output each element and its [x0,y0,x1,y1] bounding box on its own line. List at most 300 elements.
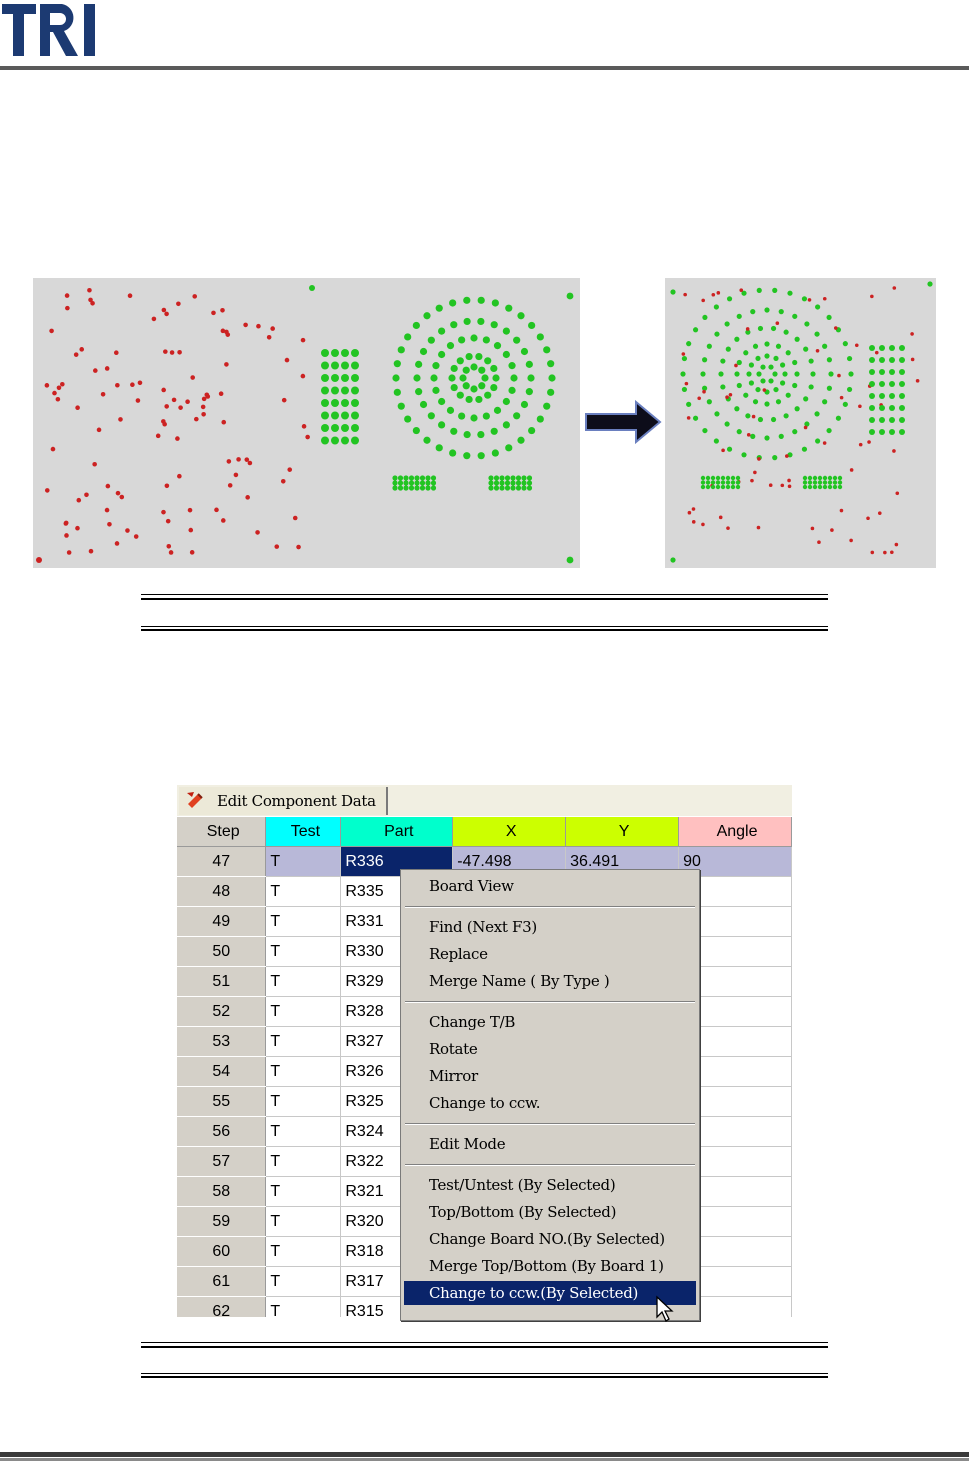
component-pad-green [341,424,349,432]
component-pad-red [101,392,106,397]
component-pad-green [792,383,797,388]
component-pad-green [449,449,456,456]
component-pad-green [737,429,742,434]
component-pad-green [547,360,554,367]
component-pad-green [827,357,832,362]
component-pad-red [837,374,841,378]
cell-part[interactable]: R329 [341,967,453,997]
component-pad-green [423,437,430,444]
component-pad-red [701,523,705,527]
component-pad-red [192,294,197,299]
tab-edit-component-data[interactable] [179,787,388,815]
cell-test[interactable]: T [266,1057,341,1087]
component-pad-red [747,433,751,437]
component-pad-red [859,443,863,447]
component-pad-green [813,480,817,484]
component-pad-red [875,351,879,355]
component-pad-red [255,530,260,535]
component-pad-green [537,415,544,422]
component-pad-green [726,480,730,484]
component-pad-green [543,346,550,353]
component-pad-green [780,380,785,385]
component-pad-green [843,402,848,407]
menu-item-rotate[interactable]: Rotate [429,1040,478,1058]
component-pad-red [752,415,756,419]
component-pad-green [409,480,414,485]
component-pad-green [341,374,349,382]
cell-step[interactable]: 49 [177,907,266,937]
context-menu [400,869,700,1321]
component-pad-green [425,485,430,490]
component-pad-green [436,305,443,312]
component-pad-green [724,321,729,326]
component-pad-green [734,406,739,411]
caption-rule-bottom-b [141,629,828,631]
component-pad-green [505,444,512,451]
component-pad-red [763,388,767,392]
component-pad-red [305,435,310,440]
component-pad-green [700,371,705,376]
component-pad-red [105,366,110,371]
cell-angle[interactable]: 90 [679,847,792,877]
component-pad-red [823,441,827,445]
cell-step[interactable]: 48 [177,877,266,907]
component-pad-red [788,484,792,488]
component-pad-green [808,485,812,489]
menu-item-change-t-b[interactable]: Change T/B [429,1013,516,1031]
component-pad-green [403,475,408,480]
component-pad-red [87,288,92,293]
component-pad-green [899,417,905,423]
cell-part[interactable]: R324 [341,1117,453,1147]
cell-x[interactable]: -47.498 [453,847,566,877]
component-pad-red [757,457,761,461]
component-pad-red [227,459,232,464]
component-pad-red [76,498,81,503]
cell-step[interactable]: 58 [177,1177,266,1207]
cell-test[interactable]: T [266,967,341,997]
menu-item-merge-top-bottom-by-board-1[interactable]: Merge Top/Bottom (By Board 1) [429,1257,664,1275]
component-pad-green [737,314,742,319]
component-pad-green [438,398,445,405]
component-pad-green [392,475,397,480]
component-pad-green [827,386,832,391]
cell-test[interactable]: T [266,1177,341,1207]
component-pad-green [815,304,820,309]
menu-item-top-bottom-by-selected[interactable]: Top/Bottom (By Selected) [429,1203,617,1221]
component-pad-green [899,381,905,387]
component-pad-green [792,314,797,319]
component-pad-red [74,352,79,357]
component-pad-green [398,485,403,490]
component-pad-green [756,371,761,376]
component-pad-red [867,440,871,444]
cell-test[interactable]: T [266,1117,341,1147]
cell-part[interactable]: R335 [341,877,453,907]
component-pad-green [833,485,837,489]
component-pad-green [772,371,777,376]
component-pad-green [449,299,456,306]
cell-test[interactable]: T [266,1147,341,1177]
cell-part[interactable]: R318 [341,1237,453,1267]
component-pad-green [899,357,905,363]
cell-part[interactable]: R320 [341,1207,453,1237]
component-pad-green [505,480,510,485]
cell-part[interactable]: R317 [341,1267,453,1297]
component-pad-green [420,348,427,355]
component-pad-green [833,476,837,480]
component-pad-green [809,384,814,389]
component-pad-green [828,480,832,484]
component-pad-green [521,475,526,480]
component-pad-red [895,492,899,496]
component-pad-red [45,488,50,493]
cell-step[interactable]: 50 [177,937,266,967]
component-pad-green [428,412,435,419]
component-pad-green [414,480,419,485]
component-pad-red [855,343,859,347]
cell-part[interactable]: R321 [341,1177,453,1207]
component-pad-red [93,368,98,373]
cell-step[interactable]: 62 [177,1297,266,1318]
component-pad-green [398,480,403,485]
component-pad-green [492,449,499,456]
component-pad-green [321,412,329,420]
component-pad-green [818,485,822,489]
component-pad-green [711,485,715,489]
column-header-y[interactable]: Y [566,817,679,847]
component-pad-green [341,399,349,407]
cell-part[interactable]: R315 [341,1297,453,1318]
component-pad-green [463,297,470,304]
component-pad-red [281,479,286,484]
header-rule [0,66,969,70]
component-pad-red [190,550,195,555]
component-pad-red [169,550,174,555]
component-pad-green [478,382,485,389]
component-pad-green [526,361,533,368]
cell-test[interactable]: T [266,847,341,877]
component-pad-green [734,337,739,342]
component-pad-green [341,349,349,357]
component-pad-green [784,330,789,335]
component-pad-green [513,337,520,344]
component-pad-green [521,485,526,490]
column-header-step[interactable]: Step [177,817,266,847]
component-pad-green [341,437,349,445]
component-pad-green [458,412,465,419]
component-pad-red [688,511,692,515]
cell-test[interactable]: T [266,997,341,1027]
cell-step[interactable]: 55 [177,1087,266,1117]
component-pad-green [779,309,784,314]
cell-test[interactable]: T [266,907,341,937]
component-pad-green [823,480,827,484]
component-pad-green [745,413,750,418]
component-pad-red [190,375,195,380]
component-pad-green [749,362,754,367]
component-pad-green [503,398,510,405]
component-pad-green [822,399,827,404]
component-pad-red [75,526,80,531]
component-pad-red [729,393,733,397]
component-pad-green [483,412,490,419]
component-pad-green [526,388,533,395]
component-pad-green [331,349,339,357]
component-pad-red [89,549,94,554]
menu-item-change-to-ccw[interactable]: Change to ccw. [429,1094,541,1112]
component-pad-green [670,557,675,562]
component-pad-green [351,437,359,445]
component-pad-green [814,411,819,416]
component-pad-green [741,452,746,457]
caption2-rule-top-b [141,1346,828,1348]
cell-step[interactable]: 60 [177,1237,266,1267]
cell-test[interactable]: T [266,1027,341,1057]
component-pad-red [840,509,844,513]
component-pad-red [49,329,54,334]
component-pad-green [508,387,515,394]
component-pad-green [734,371,739,376]
component-pad-green [758,326,763,331]
component-pad-green [711,480,715,484]
menu-item-board-view[interactable]: Board View [429,877,514,895]
component-pad-red [67,550,72,555]
cell-part[interactable]: R325 [341,1087,453,1117]
component-pad-green [869,357,875,363]
component-pad-green [784,413,789,418]
cell-part[interactable]: R327 [341,1027,453,1057]
component-pad-green [786,350,791,355]
component-pad-red [687,416,691,420]
component-pad-green [499,485,504,490]
component-pad-green [889,417,895,423]
cell-part[interactable]: R330 [341,937,453,967]
component-pad-red [834,326,838,330]
cell-step[interactable]: 56 [177,1117,266,1147]
component-pad-green [403,480,408,485]
component-pad-green [521,348,528,355]
cell-test[interactable]: T [266,1207,341,1237]
component-pad-red [270,326,275,331]
component-pad-green [716,485,720,489]
component-pad-red [830,528,834,532]
cell-y[interactable]: 36.491 [566,847,679,877]
menu-item-mirror[interactable]: Mirror [429,1067,478,1085]
component-pad-green [398,475,403,480]
component-pad-red [910,332,914,336]
column-header-part[interactable]: Part [341,817,453,847]
component-pad-red [267,335,272,340]
component-pad-green [721,485,725,489]
cell-part[interactable]: R326 [341,1057,453,1087]
component-pad-red [701,299,705,303]
column-header-test[interactable]: Test [266,817,341,847]
component-pad-green [755,387,760,392]
cell-test[interactable]: T [266,877,341,907]
menu-item-change-board-no-by-selected[interactable]: Change Board NO.(By Selected) [429,1230,665,1248]
cell-part[interactable]: R328 [341,997,453,1027]
component-pad-red [892,449,896,453]
component-pad-green [351,374,359,382]
component-pad-green [475,353,482,360]
component-pad-green [743,350,748,355]
caption2-rule-bottom-b [141,1376,828,1378]
component-pad-red [780,484,784,488]
component-pad-green [749,380,754,385]
component-pad-green [394,389,401,396]
component-pad-green [802,296,807,301]
component-pad-green [428,337,435,344]
component-pad-green [686,341,691,346]
menu-item-change-to-ccw-by-selected[interactable]: Change to ccw.(By Selected) [404,1281,696,1305]
component-pad-red [57,385,62,390]
component-pad-green [475,396,482,403]
component-pad-green [459,374,466,381]
component-pad-green [431,485,436,490]
component-pad-green [786,393,791,398]
component-pad-red [162,308,167,313]
component-pad-green [490,384,497,391]
component-pad-green [780,362,785,367]
menu-item-merge-name-by-type[interactable]: Merge Name ( By Type ) [429,972,610,990]
component-pad-green [758,417,763,422]
component-pad-red [136,398,141,403]
component-pad-red [88,298,93,303]
component-pad-green [899,405,905,411]
cell-step[interactable]: 51 [177,967,266,997]
component-pad-green [828,485,832,489]
component-pad-green [772,455,777,460]
component-pad-green [517,437,524,444]
component-pad-green [808,476,812,480]
cell-part[interactable]: R331 [341,907,453,937]
component-pad-green [510,374,517,381]
component-pad-green [414,485,419,490]
component-pad-red [692,507,696,511]
component-pad-green [899,369,905,375]
caption-rule-top-a [141,594,828,595]
component-pad-green [510,485,515,490]
component-pad-green [527,485,532,490]
component-pad-red [170,350,175,355]
cell-step[interactable]: 61 [177,1267,266,1297]
component-pad-green [438,327,445,334]
component-pad-green [478,452,485,459]
component-pad-green [458,336,465,343]
component-pad-green [737,360,742,365]
component-pad-green [351,349,359,357]
component-pad-red [726,526,730,530]
menu-separator [405,1164,695,1166]
menu-item-test-untest-by-selected[interactable]: Test/Untest (By Selected) [429,1176,616,1194]
component-pad-red [164,312,169,317]
board-after-image [665,278,936,568]
component-pad-green [727,447,732,452]
component-pad-green [803,476,807,480]
component-pad-green [838,480,842,484]
component-pad-red [878,511,882,515]
cell-step[interactable]: 53 [177,1027,266,1057]
cell-part[interactable]: R336 [341,847,453,877]
component-pad-red [816,349,820,353]
component-pad-green [392,485,397,490]
cell-test[interactable]: T [266,937,341,967]
component-pad-red [65,293,70,298]
component-pad-green [803,396,808,401]
cell-step[interactable]: 52 [177,997,266,1027]
column-header-x[interactable]: X [453,817,566,847]
component-pad-green [802,447,807,452]
component-pad-green [818,480,822,484]
component-pad-green [341,387,349,395]
menu-item-edit-mode[interactable]: Edit Mode [429,1135,506,1153]
component-pad-red [244,457,249,462]
cell-step[interactable]: 54 [177,1057,266,1087]
component-pad-red [161,388,166,393]
component-pad-green [779,434,784,439]
component-pad-green [794,371,799,376]
component-pad-green [447,407,454,414]
component-pad-green [737,383,742,388]
component-pad-green [451,384,458,391]
component-pad-green [869,429,875,435]
component-pad-green [714,331,719,336]
component-pad-green [463,367,470,374]
component-pad-green [724,421,729,426]
component-pad-green [432,362,439,369]
cell-test[interactable]: T [266,1087,341,1117]
component-pad-green [398,346,405,353]
component-pad-red [224,362,229,367]
column-header-angle[interactable]: Angle [679,817,792,847]
component-pad-red [711,293,715,297]
cell-step[interactable]: 57 [177,1147,266,1177]
component-pad-red [719,516,723,520]
component-pad-green [792,429,797,434]
component-pad-red [92,462,97,467]
cell-step[interactable]: 59 [177,1207,266,1237]
footer-rule-light [0,1458,969,1461]
component-pad-green [404,333,411,340]
menu-item-replace[interactable]: Replace [429,945,488,963]
cell-test[interactable]: T [266,1297,341,1318]
cell-step[interactable]: 47 [177,847,266,877]
component-pad-red [161,510,166,515]
component-pad-green [809,358,814,363]
menu-item-find-next-f3[interactable]: Find (Next F3) [429,918,537,936]
cell-test[interactable]: T [266,1267,341,1297]
component-pad-green [927,281,932,286]
component-pad-red [296,545,301,550]
component-pad-red [211,311,216,316]
component-pad-green [528,427,535,434]
component-pad-green [716,480,720,484]
component-pad-green [680,371,685,376]
component-pad-green [743,393,748,398]
cell-test[interactable]: T [266,1237,341,1267]
component-pad-green [736,485,740,489]
component-pad-red [201,405,206,410]
component-pad-green [420,485,425,490]
component-pad-green [431,480,436,485]
menu-separator [405,906,695,908]
cell-part[interactable]: R322 [341,1147,453,1177]
component-pad-red [106,484,111,489]
component-pad-red [717,291,721,295]
component-pad-green [869,345,875,351]
component-pad-red [138,380,143,385]
